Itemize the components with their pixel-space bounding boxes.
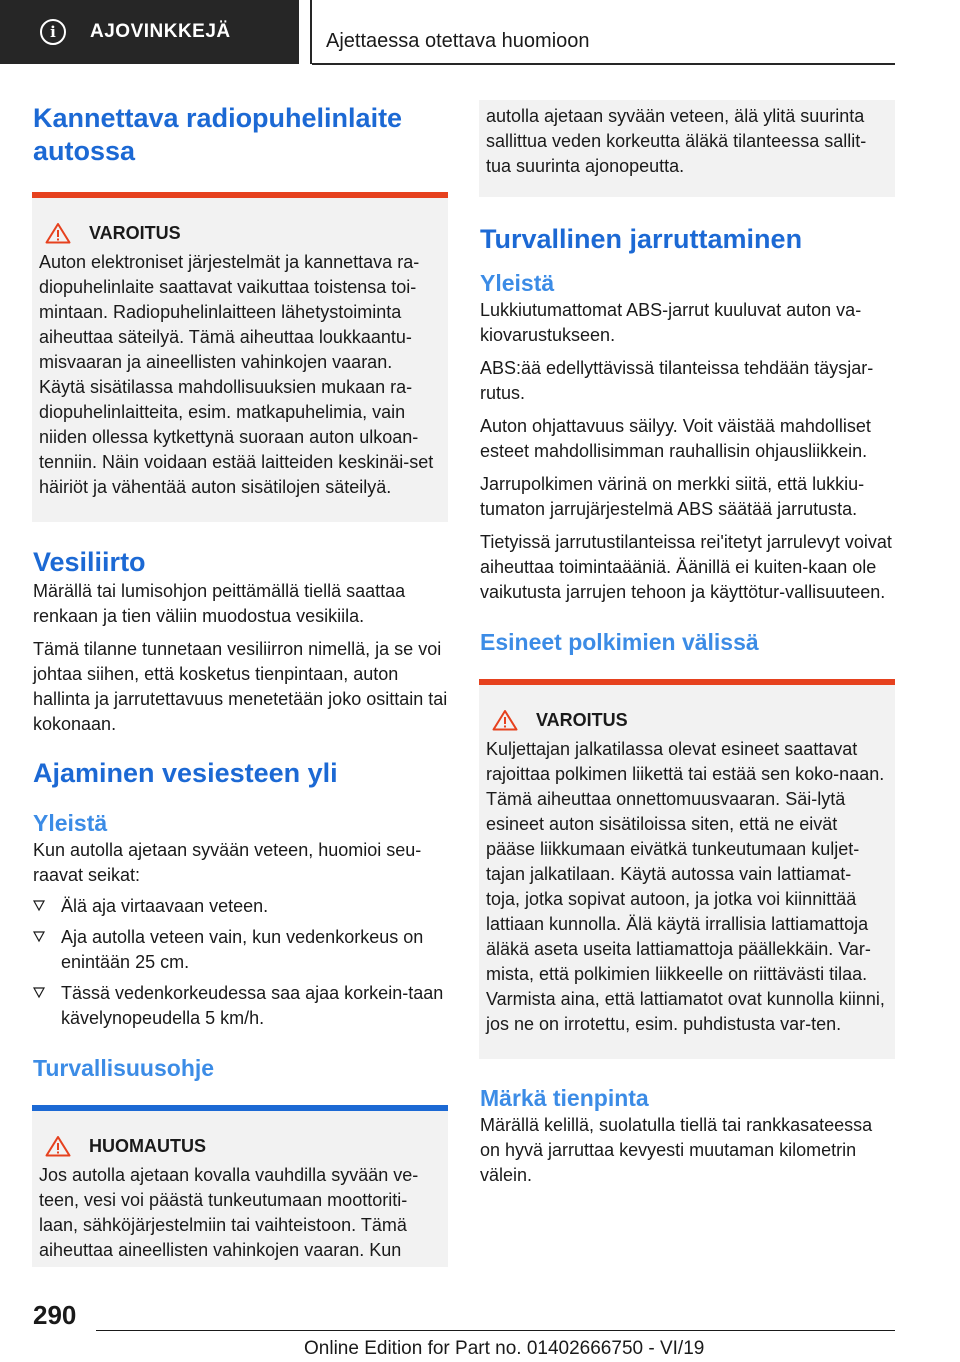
footer-edition: Online Edition for Part no. 01402666750 - VI/19 [304,1338,705,1359]
heading-yleista-right: Yleistä [480,270,555,296]
vesiliirto-p2: Tämä tilanne tunnetaan vesiliirron nimellä, ja se voi johtaa siihen, että kosketus tienpintaan, auton hallinta ja jarrutettavuus menetetään joko osittain tai kokonaan. [33,639,448,734]
warning-text: Kuljettajan jalkatilassa olevat esineet saattavat rajoittaa polkimen liikettä tai estää sen koko-naan. Tämä aiheuttaa onnettomuusvaaran. Säi-lytä esineet auton sisätiloissa siten, että ne eivät pääse liikkumaan eivätkä tunkeutumaan kuljet-tajan jalkatilaan. Käytä autossa vain lattiamat-toja, jotka sopivat autoon, ja jotka voi kiinnittää lattiaan kunnolla. Älä käytä irrallisia lattiamattoja äläkä aseta useita lattiamattoja päällekkäin. Var-mista, että polkimien liikkeelle on riittävästi tilaa. Varmista aina, että lattiamatot ovat kunnolla kiinni, jos ne on irrotettu, esim. puhdistusta var-ten. [486,739,885,1034]
warning-title [39,222,438,244]
list-item: Tässä vedenkorkeudessa saa ajaa korkein-taan kävelynopeudella 5 km/h. [33,981,448,1031]
footer-rule [96,1330,895,1331]
warning-triangle-icon [45,222,71,244]
warning-box-radio [32,192,448,522]
marka-text: Märällä kelillä, suolatulla tiellä tai rankkasateessa on hyvä jarruttaa kevyesti muutaman kilometrin välein. [480,1115,873,1185]
notice-label: HUOMAUTUS [89,1135,206,1156]
jarrutus-p1: Lukkiutumattomat ABS-jarrut kuuluvat auton va-kiovarustukseen. [480,300,862,345]
right-column [480,100,895,1188]
heading-esineet: Esineet polkimien välissä [480,629,759,655]
warning-label: VAROITUS [536,709,628,730]
heading-turvallisuusohje: Turvallisuusohje [33,1055,215,1081]
header-section-tab [0,0,299,64]
triangle-bullet-icon [33,900,45,912]
bullet-list [33,894,448,1031]
vesiliirto-p1: Märällä tai lumisohjon peittämällä tiellä saattaa renkaan ja tien väliin muodostua vesikiila. [33,581,406,626]
list-item: Aja autolla veteen vain, kun vedenkorkeus on enintään 25 cm. [33,925,448,975]
warning-text: Auton elektroniset järjestelmät ja kannettava ra-diopuhelinlaite saattavat vaikuttaa toistensa toi-mintaan. Radiopuhelinlaitteen lähetystoiminta aiheuttaa säteilyä. Tämä aiheuttaa loukkaantu-misvaaran ja aineellisten vahinkojen vaaran. Käytä sisätilassa mahdollisuuksien mukaan ra-diopuhelinlaitteita, esim. matkapuhelimia, vain niiden ollessa kytkettynä suoraan auton ulkoan-tenniin. Näin voidaan estää laitteiden keskinäi-set häiriöt ja vähentää auton sisätilojen säteilyä. [39,252,434,497]
heading-vesiliirto: Vesiliirto [33,547,146,577]
jarrutus-p5: Tietyissä jarrutustilanteissa rei'itetyt jarrulevyt voivat aiheuttaa toimintaääniä. Äänillä ei kuiten-kaan ole vaikutusta jarrujen tehoon ja käyttötur-vallisuuteen. [480,532,892,602]
header-subtitle: Ajettaessa otettava huomioon [326,30,590,52]
notice-title [39,1135,438,1157]
triangle-bullet-icon [33,987,45,999]
notice-text: Jos autolla ajetaan kovalla vauhdilla syvään ve-teen, vesi voi päästä tunkeutumaan moottoriti-laan, sähköjärjestelmiin tai vaihteistoon. Tämä aiheuttaa aineellisten vahinkojen vaaran. Kun [39,1165,419,1260]
yleista-text: Kun autolla ajetaan syvään veteen, huomioi seu-raavat seikat: [33,840,422,885]
list-item: Älä aja virtaavaan veteen. [33,894,448,919]
heading-jarruttaminen: Turvallinen jarruttaminen [480,224,803,254]
heading-ajaminen: Ajaminen vesiesteen yli [33,758,338,788]
notice-continued-text: autolla ajetaan syvään veteen, älä ylitä suurinta sallittua veden korkeutta äläkä tilanteessa sallit-tua suurinta ajonopeutta. [486,106,867,176]
section-title: AJOVINKKEJÄ [90,21,231,42]
jarrutus-p4: Jarrupolkimen värinä on merkki siitä, että lukkiu-tumaton jarrujärjestelmä ABS säätää jarrutusta. [480,474,865,519]
jarrutus-p2: ABS:ää edellyttävissä tilanteissa tehdään täysjar-rutus. [480,358,874,403]
triangle-bullet-icon [33,931,45,943]
left-column [33,100,448,1267]
heading-yleista: Yleistä [33,810,108,836]
page-number: 290 [33,1300,77,1330]
warning-label: VAROITUS [89,222,181,243]
info-icon: i [40,19,66,45]
notice-box [32,1105,448,1267]
heading-radio: Kannettava radiopuhelinlaite autossa [33,103,403,166]
warning-title [486,709,885,731]
jarrutus-p3: Auton ohjattavuus säilyy. Voit väistää mahdolliset esteet mahdollisimman rauhallisin ohjausliikkein. [480,416,871,461]
warning-triangle-icon [45,1135,71,1157]
warning-triangle-icon [492,709,518,731]
notice-box-continued [479,100,895,197]
warning-box-pedals [479,679,895,1059]
heading-marka-tienpinta: Märkä tienpinta [480,1085,649,1111]
header-rule [312,63,895,65]
header-divider [310,0,312,64]
